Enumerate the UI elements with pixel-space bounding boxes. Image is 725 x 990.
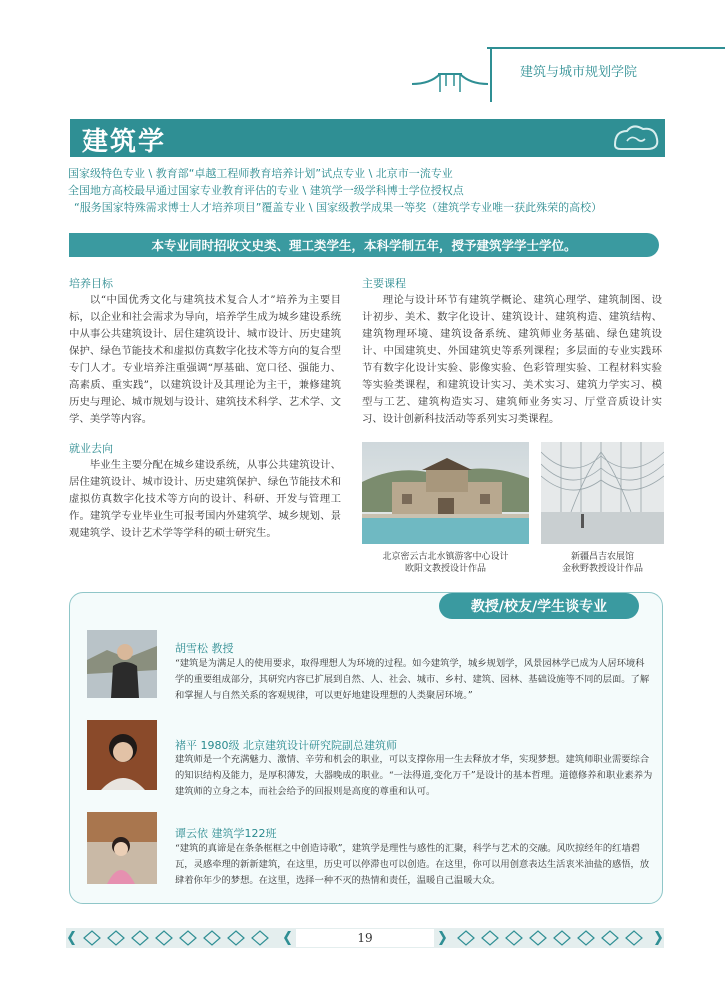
pagoda-roof-icon [410,62,490,94]
person-name: 谭云依 建筑学122班 [175,827,277,840]
photo-caption-left [362,551,529,575]
person-quote: “建筑是为满足人的使用要求，取得理想人为环境的过程。如今建筑学，城乡规划学，风景园林学已成为人居环境科学的重要组成部分，其研究内容已扩展到自然、人、社会、城市、乡村、建筑、园林、基础设施等不同的层面。了解和掌握人与自然关系的客观规律，可以更好地建设理想的人类聚居环境。” [175,658,650,701]
courses-heading: 主要课程 [362,277,406,290]
page-number: 19 [357,931,373,945]
person-name: 褚平 1980级 北京建筑设计研究院副总建筑师 [175,739,397,752]
career-heading: 就业去向 [69,442,113,455]
caption-line: 欧阳文教授设计作品 [404,564,486,574]
honor-line: 全国地方高校最早通过国家专业教育评估的专业 \ 建筑学一级学科博士学位授权点 [68,184,464,197]
courses-text: 理论与设计环节有建筑学概论、建筑心理学、建筑制图、设计初步、美术、数字化设计、建筑设计、建筑构造、建筑结构、建筑物理环境、建筑设备系统、建筑师业务基础、绿色建筑设计、中国建筑史、外国建筑史等系列课程；多层面的专业实践环节有数字化设计实验、影像实验、色彩管理实验、工程材料实验等实验类课程，和建筑设计实习、美术实习、建筑力学实习、模型与工艺、建筑构造实习、建筑师业务实习、厅堂音质设计实习、设计创新科技活动等系列实习类课程。 [362,294,662,425]
title-band [70,119,665,157]
photo-visitor-center [362,442,529,544]
honor-line: 国家级特色专业 \ 教育部“卓越工程师教育培养计划”试点专业 \ 北京市一流专业 [68,167,453,180]
avatar [87,812,157,884]
cloud-pattern-icon [611,121,661,155]
photo-caption-right [541,551,664,575]
avatar [87,630,157,698]
college-name: 建筑与城市规划学院 [520,65,638,80]
person-quote: 建筑师是一个充满魅力、激情、辛劳和机会的职业，可以支撑你用一生去释放才华，实现梦想。建筑师职业需要综合的知识结构及能力，是厚积薄发，大器晚成的职业。“一法得道,变化万千”是设计的基本哲理。道德修养和职业素养为建筑师的立身之本，而社会给予的回报则是高度的尊重和认可。 [175,754,653,797]
caption-line: 金秋野教授设计作品 [561,564,643,574]
honor-line: “服务国家特殊需求博士人才培养项目”覆盖专业 \ 国家级教学成果一等奖（建筑学专业唯一获此殊荣的高校） [74,201,603,214]
enrollment-text: 本专业同时招收文史类、理工类学生，本科学制五年，授予建筑学学士学位。 [151,238,577,253]
enrollment-ribbon [69,233,659,257]
header-rule [487,47,725,49]
goals-heading: 培养目标 [69,277,113,290]
panel-title: 教授/校友/学生谈专业 [470,599,608,615]
panel-title-tab [439,593,639,619]
photo-exhibition-hall [541,442,664,544]
caption-line: 北京密云古北水镇游客中心设计 [382,552,509,562]
avatar [87,720,157,790]
page-title: 建筑学 [82,127,167,157]
person-name: 胡雪松 教授 [175,642,234,655]
honors-list [68,165,668,216]
header-rule-vertical [490,47,492,102]
person-quote: “建筑的真谛是在条条框框之中创造诗歌”，建筑学是理性与感性的汇聚，科学与艺术的交融。风吹掠经年的红墙碧瓦，灵感牵理的新新建筑，在这里，历史可以停滞也可以创造。在这里，你可以用创意表达生活衷米油盐的感悟，放肆着你年少的梦想。在这里，选择一种不灭的热情和责任，温暖自己温暖大众。 [175,843,650,886]
goals-text: 以“中国优秀文化与建筑技术复合人才”培养为主要目标，以企业和社会需求为导向，培养学生成为城乡建设系统中从事公共建筑设计、居住建筑设计、城市设计、历史建筑保护、绿色节能技术和虚拟仿真数字化技术等方向的复合型专门人才。专业培养注重强调“厚基础、宽口径、强能力、高素质、重实践”，以建筑设计及其理论为主干，兼修建筑历史与理论、城市规划与设计、建筑技术科学、艺术学、文学、美学等内容。 [69,294,341,425]
career-text: 毕业生主要分配在城乡建设系统，从事公共建筑设计、居住建筑设计、城市设计、历史建筑保护、绿色节能技术和虚拟仿真数字化技术等方向的设计、科研、开发与管理工作。建筑学专业毕业生可报考国内外建筑学、城乡规划、景观建筑学、设计艺术学等学科的硕士研究生。 [69,459,341,539]
caption-line: 新疆昌吉农展馆 [570,552,634,562]
